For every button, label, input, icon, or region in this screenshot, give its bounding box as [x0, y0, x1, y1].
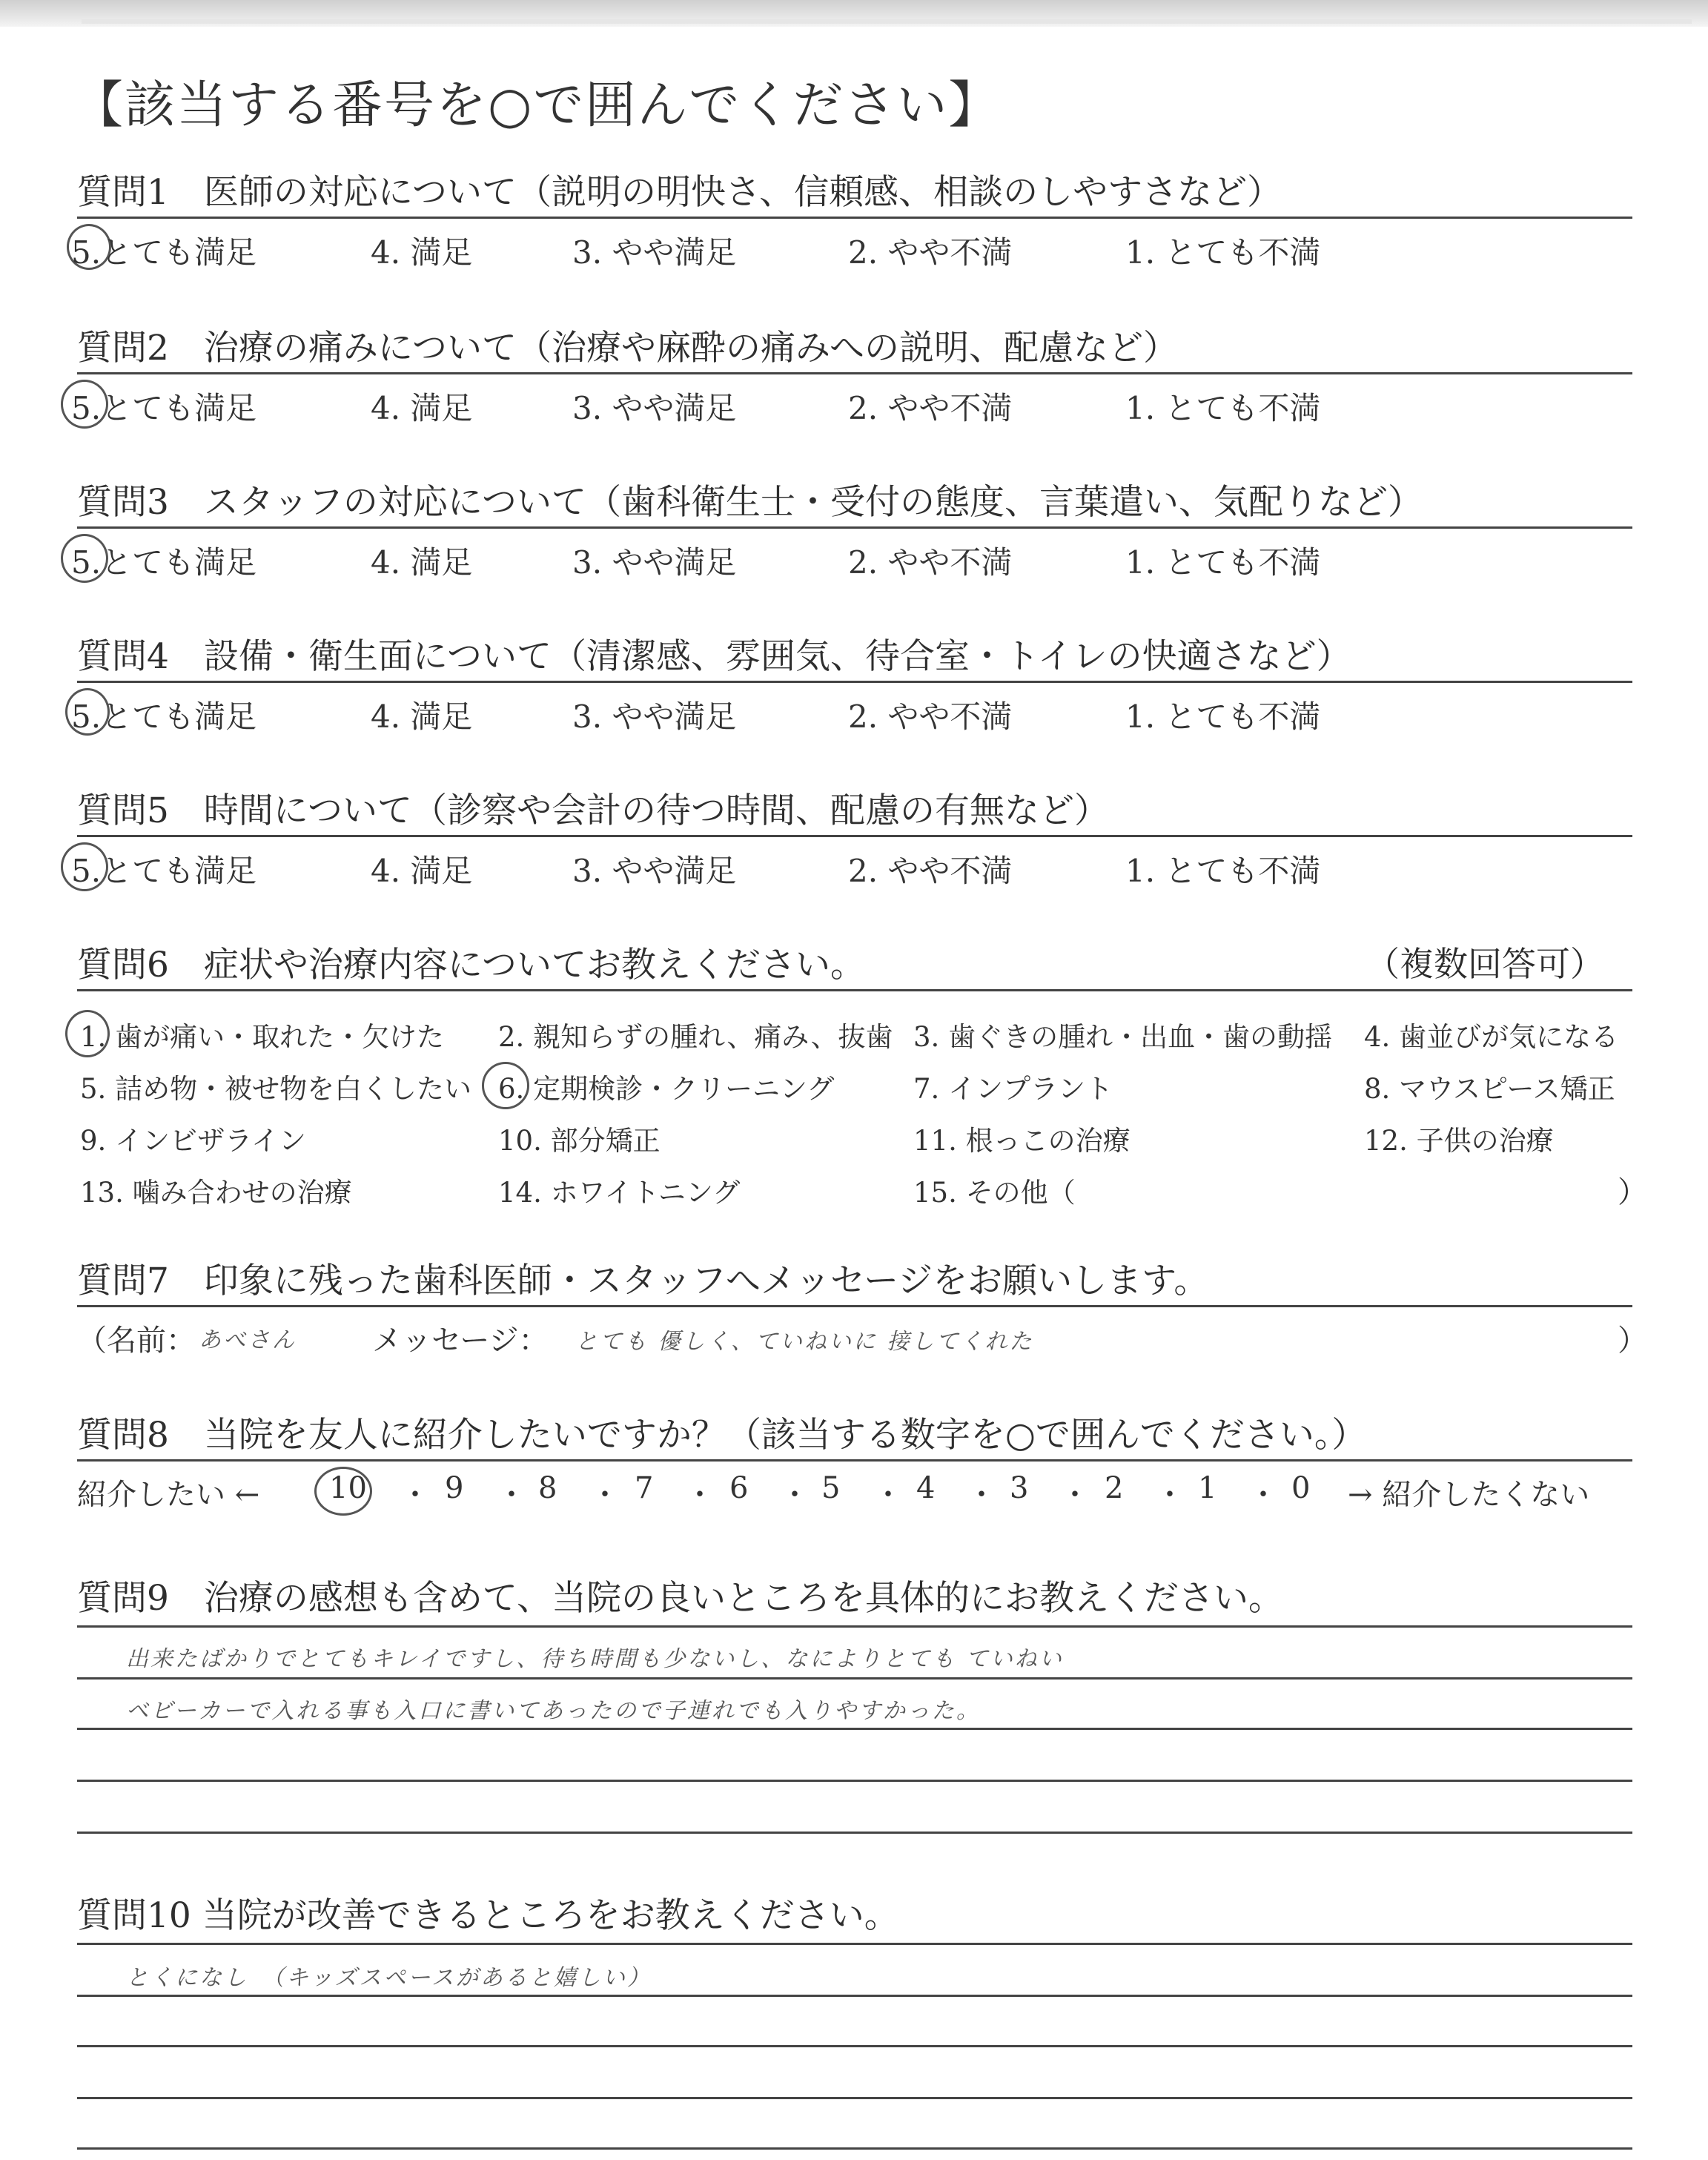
option-4[interactable]: 4. 満足 [371, 544, 473, 581]
scale-2[interactable]: 2 [1105, 1471, 1124, 1505]
rule-line [77, 835, 1632, 837]
question-title: 質問4 設備・衛生面について（清潔感、雰囲気、待合室・トイレの快適さなど） [77, 636, 1351, 677]
q6-item-3[interactable]: 3. 歯ぐきの腫れ・出血・歯の動揺 [913, 1021, 1333, 1053]
option-2[interactable]: 2. やや不満 [848, 390, 1013, 426]
scale-dot: ・ [1060, 1478, 1090, 1512]
scale-dot: ・ [1155, 1478, 1185, 1512]
recommend-right-label: → 紹介したくない [1348, 1478, 1590, 1512]
rule-line [77, 2147, 1632, 2150]
rule-line [77, 989, 1632, 991]
scale-1[interactable]: 1 [1198, 1471, 1217, 1505]
scale-4[interactable]: 4 [916, 1471, 936, 1505]
q6-item-6[interactable]: 6. 定期検診・クリーニング [498, 1073, 835, 1105]
question-title: 質問10 当院が改善できるところをお教えください。 [77, 1895, 899, 1936]
name-label: （名前： [77, 1324, 196, 1358]
multiple-answers-note: （複数回答可） [1366, 944, 1604, 984]
answer-line-2[interactable]: ベビーカーで入れる事も入口に書いてあったので子連れでも入りやすかった。 [126, 1698, 981, 1724]
q6-item-4[interactable]: 4. 歯並びが気になる [1364, 1021, 1619, 1053]
rating-options [0, 693, 1708, 737]
option-4[interactable]: 4. 満足 [371, 234, 473, 271]
scale-6[interactable]: 6 [729, 1471, 749, 1505]
message-label: メッセージ： [372, 1324, 549, 1358]
option-1[interactable]: 1. とても不満 [1125, 544, 1321, 581]
option-3[interactable]: 3. やや満足 [572, 544, 737, 581]
rating-options [0, 384, 1708, 429]
rule-line [77, 1459, 1632, 1462]
question-title: 質問1 医師の対応について（説明の明快さ、信頼感、相談のしやすさなど） [77, 172, 1282, 213]
rule-line [77, 217, 1632, 219]
option-4[interactable]: 4. 満足 [371, 853, 473, 889]
rule-line [77, 372, 1632, 374]
option-2[interactable]: 2. やや不満 [848, 544, 1013, 581]
rule-line [77, 681, 1632, 683]
question-title: 質問3 スタッフの対応について（歯科衛生士・受付の態度、言葉遣い、気配りなど） [77, 482, 1423, 523]
option-1[interactable]: 1. とても不満 [1125, 234, 1321, 271]
answer-line-1[interactable]: 出来たばかりでとてもキレイですし、待ち時間も少ないし、なによりとても ていねい [126, 1646, 1064, 1672]
rule-line [77, 1728, 1632, 1730]
scale-7[interactable]: 7 [635, 1471, 654, 1505]
scale-dot: ・ [685, 1478, 715, 1512]
option-4[interactable]: 4. 満足 [371, 390, 473, 426]
rule-line [77, 2045, 1632, 2047]
option-2[interactable]: 2. やや不満 [848, 853, 1013, 889]
scale-9[interactable]: 9 [445, 1471, 464, 1505]
rating-options [0, 847, 1708, 891]
question-title: 質問7 印象に残った歯科医師・スタッフへメッセージをお願いします。 [77, 1261, 1209, 1301]
option-3[interactable]: 3. やや満足 [572, 698, 737, 735]
q6-item-7[interactable]: 7. インプラント [913, 1073, 1113, 1105]
scale-8[interactable]: 8 [538, 1471, 557, 1505]
option-2[interactable]: 2. やや不満 [848, 698, 1013, 735]
option-5[interactable]: 5.とても満足 [71, 544, 257, 581]
q6-item-12[interactable]: 12. 子供の治療 [1364, 1125, 1554, 1157]
rule-line [77, 1305, 1632, 1307]
option-2[interactable]: 2. やや不満 [848, 234, 1013, 271]
rule-line [77, 2097, 1632, 2099]
rating-options [0, 538, 1708, 583]
option-4[interactable]: 4. 満足 [371, 698, 473, 735]
question-title: 質問6 症状や治療内容についてお教えください。 [77, 945, 865, 985]
answer-line-1[interactable]: とくになし （キッズスペースがあると嬉しい） [126, 1965, 652, 1991]
option-1[interactable]: 1. とても不満 [1125, 698, 1321, 735]
scale-dot: ・ [873, 1478, 903, 1512]
rule-line [77, 1780, 1632, 1782]
q6-item-2[interactable]: 2. 親知らずの腫れ、痛み、抜歯 [498, 1021, 893, 1053]
scale-dot: ・ [590, 1478, 620, 1512]
rule-line [77, 1943, 1632, 1945]
message-value[interactable]: とても 優しく、ていねいに 接してくれた [575, 1329, 1034, 1355]
page-title: 【該当する番号を○で囲んでください】 [73, 76, 1001, 135]
option-3[interactable]: 3. やや満足 [572, 234, 737, 271]
option-5[interactable]: 5.とても満足 [71, 698, 257, 735]
q6-item-9[interactable]: 9. インビザライン [80, 1125, 306, 1157]
question-title: 質問2 治療の痛みについて（治療や麻酔の痛みへの説明、配慮など） [77, 328, 1179, 369]
rule-line [77, 526, 1632, 529]
option-5[interactable]: 5.とても満足 [71, 390, 257, 426]
scale-dot: ・ [400, 1478, 430, 1512]
q6-item-10[interactable]: 10. 部分矯正 [498, 1125, 661, 1157]
rule-line [77, 1625, 1632, 1628]
option-5[interactable]: 5.とても満足 [71, 853, 257, 889]
question-title: 質問9 治療の感想も含めて、当院の良いところを具体的にお教えください。 [77, 1578, 1283, 1619]
q6-item-15[interactable]: 15. その他（ [913, 1177, 1076, 1209]
option-3[interactable]: 3. やや満足 [572, 853, 737, 889]
name-value[interactable]: あべさん [199, 1327, 297, 1353]
q6-item-13[interactable]: 13. 噛み合わせの治療 [80, 1177, 352, 1209]
q6-item-1[interactable]: 1. 歯が痛い・取れた・欠けた [80, 1021, 445, 1053]
scale-dot: ・ [1248, 1478, 1278, 1512]
rating-options [0, 228, 1708, 273]
option-1[interactable]: 1. とても不満 [1125, 390, 1321, 426]
message-close-paren: ） [1618, 1324, 1647, 1358]
q6-item-5[interactable]: 5. 詰め物・被せ物を白くしたい [80, 1073, 472, 1105]
q6-item-11[interactable]: 11. 根っこの治療 [913, 1125, 1131, 1157]
scale-10[interactable]: 10 [329, 1471, 367, 1505]
question-title: 質問5 時間について（診察や会計の待つ時間、配慮の有無など） [77, 790, 1109, 831]
q6-item-14[interactable]: 14. ホワイトニング [498, 1177, 741, 1209]
option-1[interactable]: 1. とても不満 [1125, 853, 1321, 889]
question-title: 質問8 当院を友人に紹介したいですか？（該当する数字を○で囲んでください。） [77, 1415, 1367, 1456]
scale-dot: ・ [497, 1478, 526, 1512]
option-3[interactable]: 3. やや満足 [572, 390, 737, 426]
scale-dot: ・ [967, 1478, 996, 1512]
option-5[interactable]: 5.とても満足 [71, 234, 257, 271]
q6-item-8[interactable]: 8. マウスピース矯正 [1364, 1073, 1615, 1105]
scale-3[interactable]: 3 [1010, 1471, 1029, 1505]
scale-5[interactable]: 5 [821, 1471, 841, 1505]
other-close-paren: ） [1618, 1175, 1647, 1209]
rule-line [77, 1995, 1632, 1997]
scale-0[interactable]: 0 [1291, 1471, 1311, 1505]
rule-line [77, 1677, 1632, 1680]
recommend-left-label: 紹介したい ← [77, 1478, 260, 1512]
rule-line [77, 1832, 1632, 1834]
scale-dot: ・ [780, 1478, 810, 1512]
